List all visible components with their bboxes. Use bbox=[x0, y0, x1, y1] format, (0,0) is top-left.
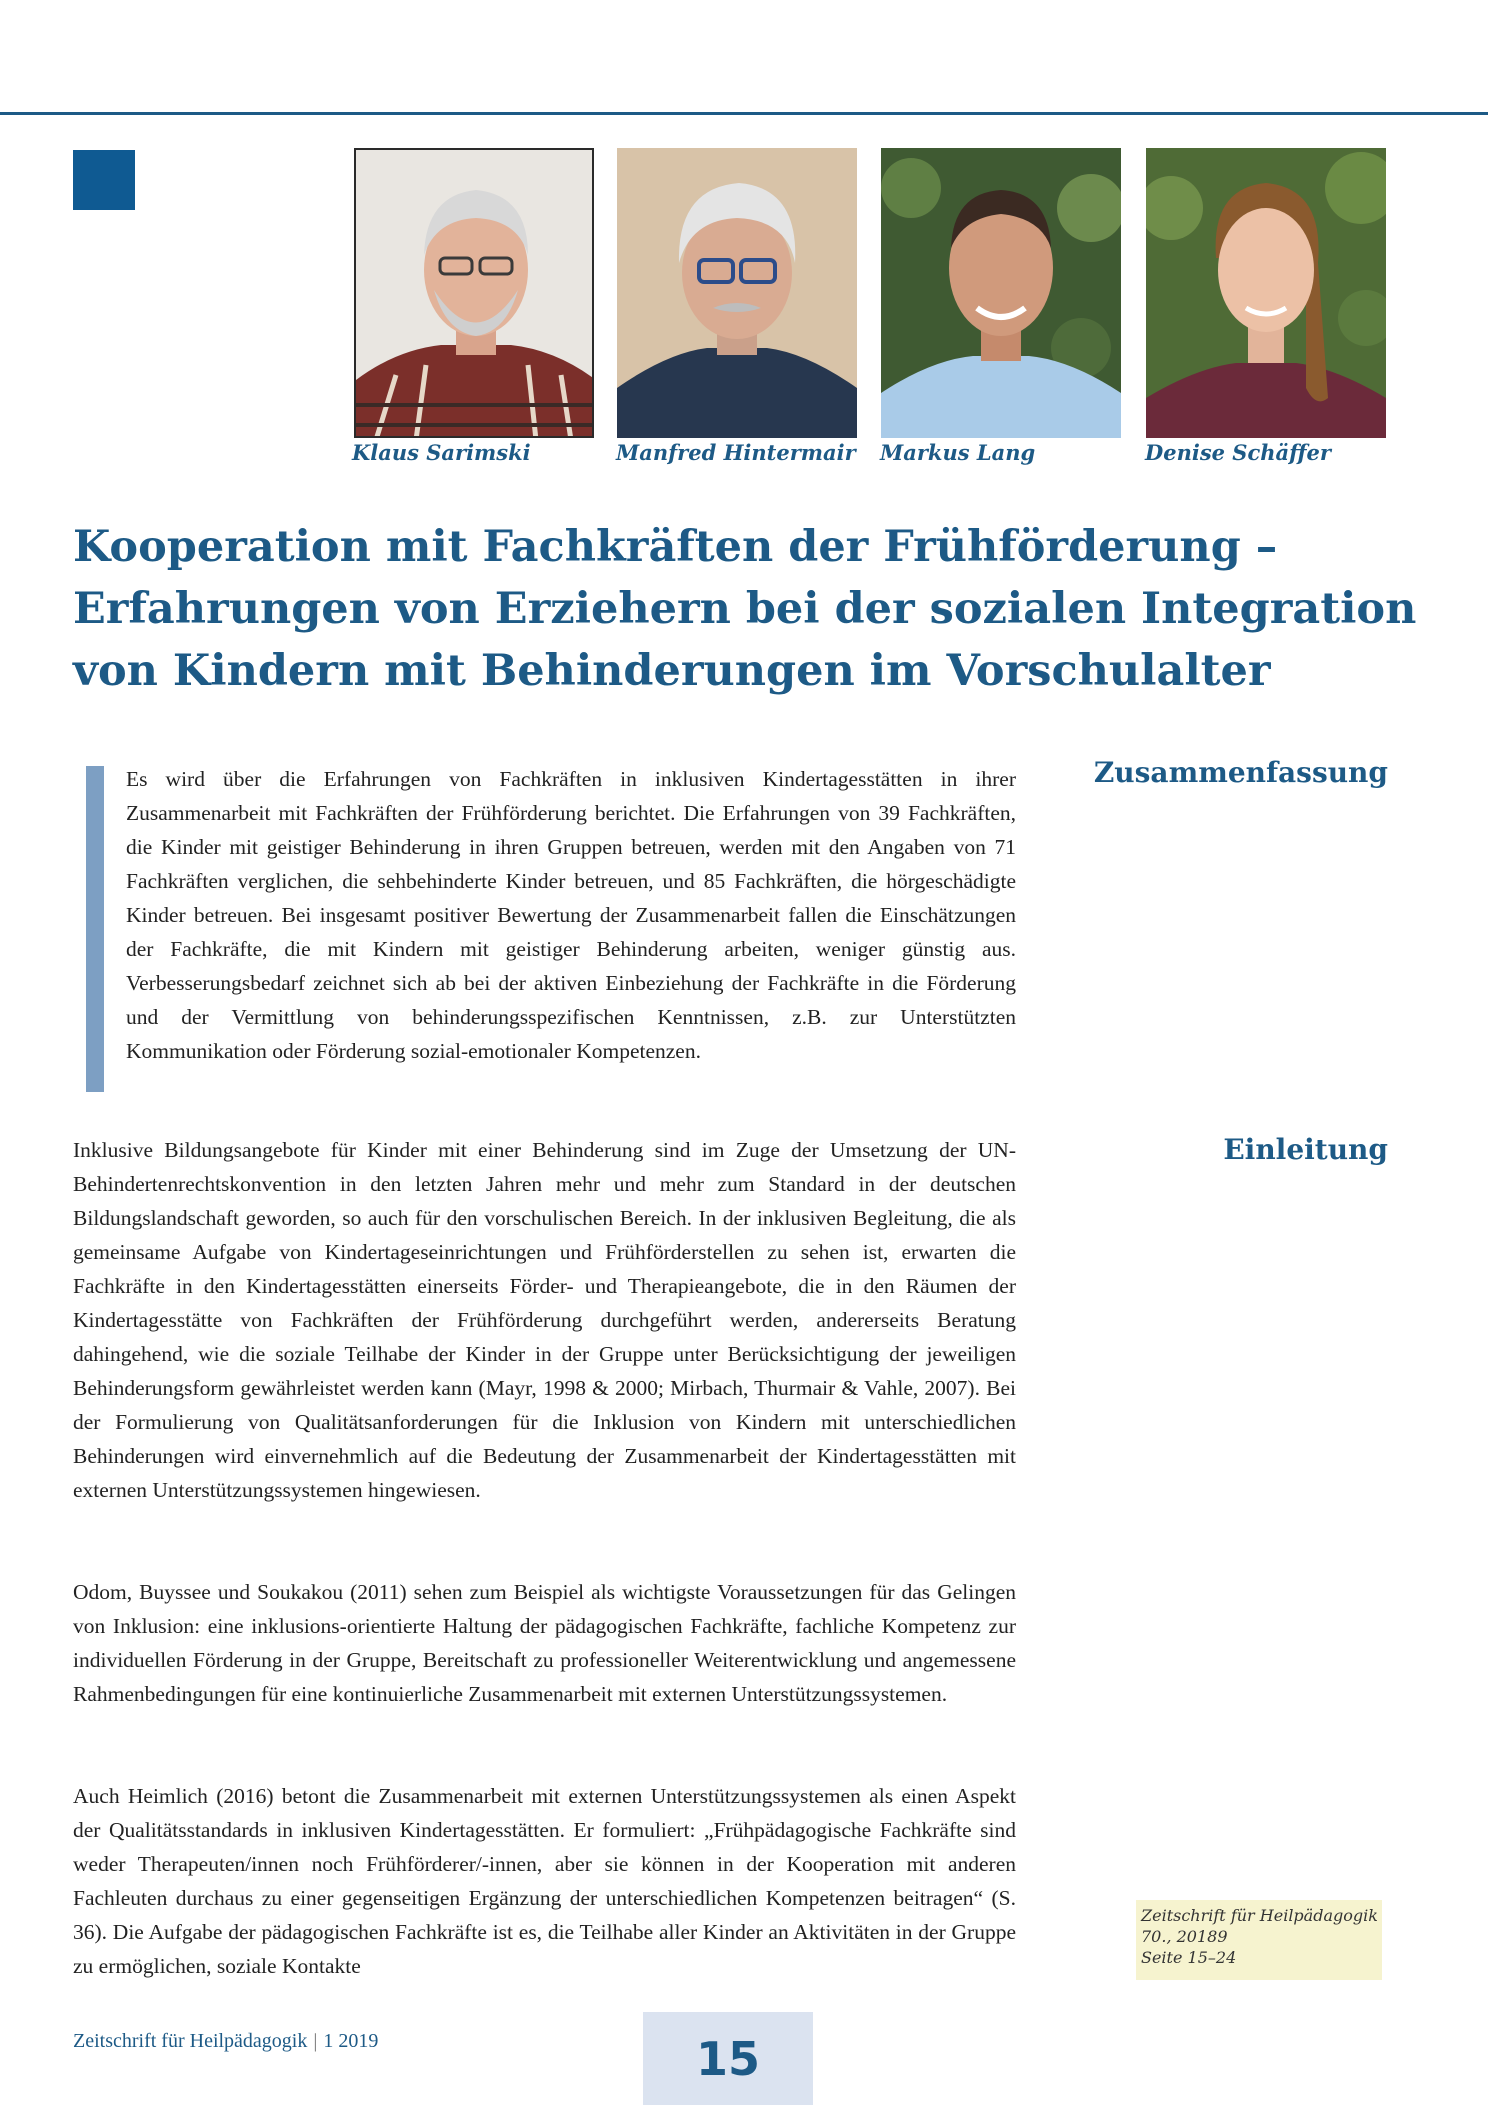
portrait-photo-icon bbox=[1146, 148, 1386, 438]
author-photo-sarimski bbox=[354, 148, 594, 438]
citation-volume: 70., 20189 bbox=[1141, 1927, 1228, 1946]
article-title-line: von Kindern mit Behinderungen im Vorschulalter bbox=[73, 646, 1271, 696]
author-name-hintermair: Manfred Hintermair bbox=[616, 440, 856, 465]
footer-issue: 1 2019 bbox=[323, 2030, 379, 2052]
section-marker-square bbox=[73, 150, 135, 210]
author-name-schaeffer: Denise Schäffer bbox=[1145, 440, 1331, 465]
author-name-sarimski: Klaus Sarimski bbox=[352, 440, 531, 465]
author-name-lang: Markus Lang bbox=[880, 440, 1036, 465]
body-paragraph: Inklusive Bildungsangebote für Kinder mit einer Behinderung sind im Zuge der Umsetzung der UN-Behindertenrechtskonvention in den letzten Jahren mehr und mehr zum Standard in der deutschen Bildungslandschaft geworden, so auch für den vorschulischen Bereich. In der inklusiven Begleitung, die als gemeinsame Aufgabe von Kindertageseinrichtungen und Frühförderstellen zu sehen ist, erwarten die Fachkräfte in den Kindertagesstätten einerseits Förder- und Therapieangebote, die in den Räumen der Kindertagesstätte von Fachkräften der Frühförderung durchgeführt werden, andererseits Beratung dahingehend, wie die soziale Teilhabe der Kinder in der Gruppe unter Berücksichtigung der jeweiligen Behinderungsform gewährleistet werden kann (Mayr, 1998 & 2000; Mirbach, Thurmair & Vahle, 2007). Bei der Formulierung von Qualitätsanforderungen für die Inklusion von Kindern mit unterschiedlichen Behinderungen wird einvernehmlich auf die Bedeutung der Zusammenarbeit der Kindertagesstätten mit externen Unterstützungssystemen hingewiesen. bbox=[73, 1138, 1016, 1502]
abstract-heading: Zusammenfassung bbox=[1093, 756, 1388, 789]
citation-journal: Zeitschrift für Heilpädagogik bbox=[1141, 1906, 1378, 1925]
article-title bbox=[73, 516, 1417, 702]
portrait-photo-icon bbox=[617, 148, 857, 438]
body-paragraph: Odom, Buyssee und Soukakou (2011) sehen zum Beispiel als wichtigste Voraussetzungen für das Gelingen von Inklusion: eine inklusions-orientierte Haltung der pädagogischen Fachkräfte, fachliche Kompetenz zur individuellen Förderung in der Gruppe, Bereitschaft zu professioneller Weiterentwicklung und angemessene Rahmenbedingungen für eine kontinuierliche Zusammenarbeit mit externen Unterstützungssystemen. bbox=[73, 1580, 1016, 1706]
header-rule bbox=[0, 112, 1488, 115]
page-number-box bbox=[643, 2012, 813, 2105]
author-photo-schaeffer bbox=[1146, 148, 1386, 438]
article-title-line: Kooperation mit Fachkräften der Frühförderung – bbox=[73, 522, 1278, 572]
citation-pages: Seite 15–24 bbox=[1141, 1948, 1237, 1967]
introduction-heading: Einleitung bbox=[1223, 1133, 1388, 1166]
portrait-photo-icon bbox=[881, 148, 1121, 438]
author-photo-hintermair bbox=[617, 148, 857, 438]
author-photo-lang bbox=[881, 148, 1121, 438]
footer-journal-info bbox=[73, 2030, 378, 2053]
abstract-accent-bar bbox=[86, 766, 104, 1092]
page-number: 15 bbox=[695, 2031, 760, 2086]
portrait-photo-icon bbox=[356, 150, 594, 438]
citation-box bbox=[1136, 1900, 1382, 1980]
body-paragraph: Auch Heimlich (2016) betont die Zusammenarbeit mit externen Unterstützungssystemen als einen Aspekt der Qualitätsstandards in inklusiven Kindertagesstätten. Er formuliert: „Frühpädagogische Fachkräfte sind weder Therapeuten/innen noch Frühförderer/-innen, aber sie können in der Kooperation mit anderen Fachleuten durchaus zu einer gegenseitigen Ergänzung der unterschiedlichen Kompetenzen beitragen“ (S. 36). Die Aufgabe der pädagogischen Fachkräfte ist es, die Teilhabe aller Kinder an Aktivitäten in der Gruppe zu ermöglichen, soziale Kontakte bbox=[73, 1784, 1016, 1978]
article-title-line: Erfahrungen von Erziehern bei der sozialen Integration bbox=[73, 584, 1417, 634]
abstract-text: Es wird über die Erfahrungen von Fachkräften in inklusiven Kindertagesstätten in ihrer Zusammenarbeit mit Fachkräften der Frühförderung berichtet. Die Erfahrungen von 39 Fachkräften, die Kinder mit geistiger Behinderung in ihren Gruppen betreuen, werden mit den Angaben von 71 Fachkräften verglichen, die sehbehinderte Kinder betreuen, und 85 Fachkräften, die hörgeschädigte Kinder betreuen. Bei insgesamt positiver Bewertung der Zusammenarbeit fallen die Einschätzungen der Fachkräfte, die mit Kindern mit geistiger Behinderung arbeiten, weniger günstig aus. Verbesserungsbedarf zeichnet sich ab bei der aktiven Einbeziehung der Fachkräfte in die Förderung und der Vermittlung von behinderungsspezifischen Kenntnissen, z.B. zur Unterstützten Kommunikation oder Förderung sozial-emotionaler Kompetenzen. bbox=[126, 767, 1016, 1063]
footer-separator: | bbox=[313, 2030, 318, 2052]
footer-journal-name: Zeitschrift für Heilpädagogik bbox=[73, 2030, 308, 2052]
